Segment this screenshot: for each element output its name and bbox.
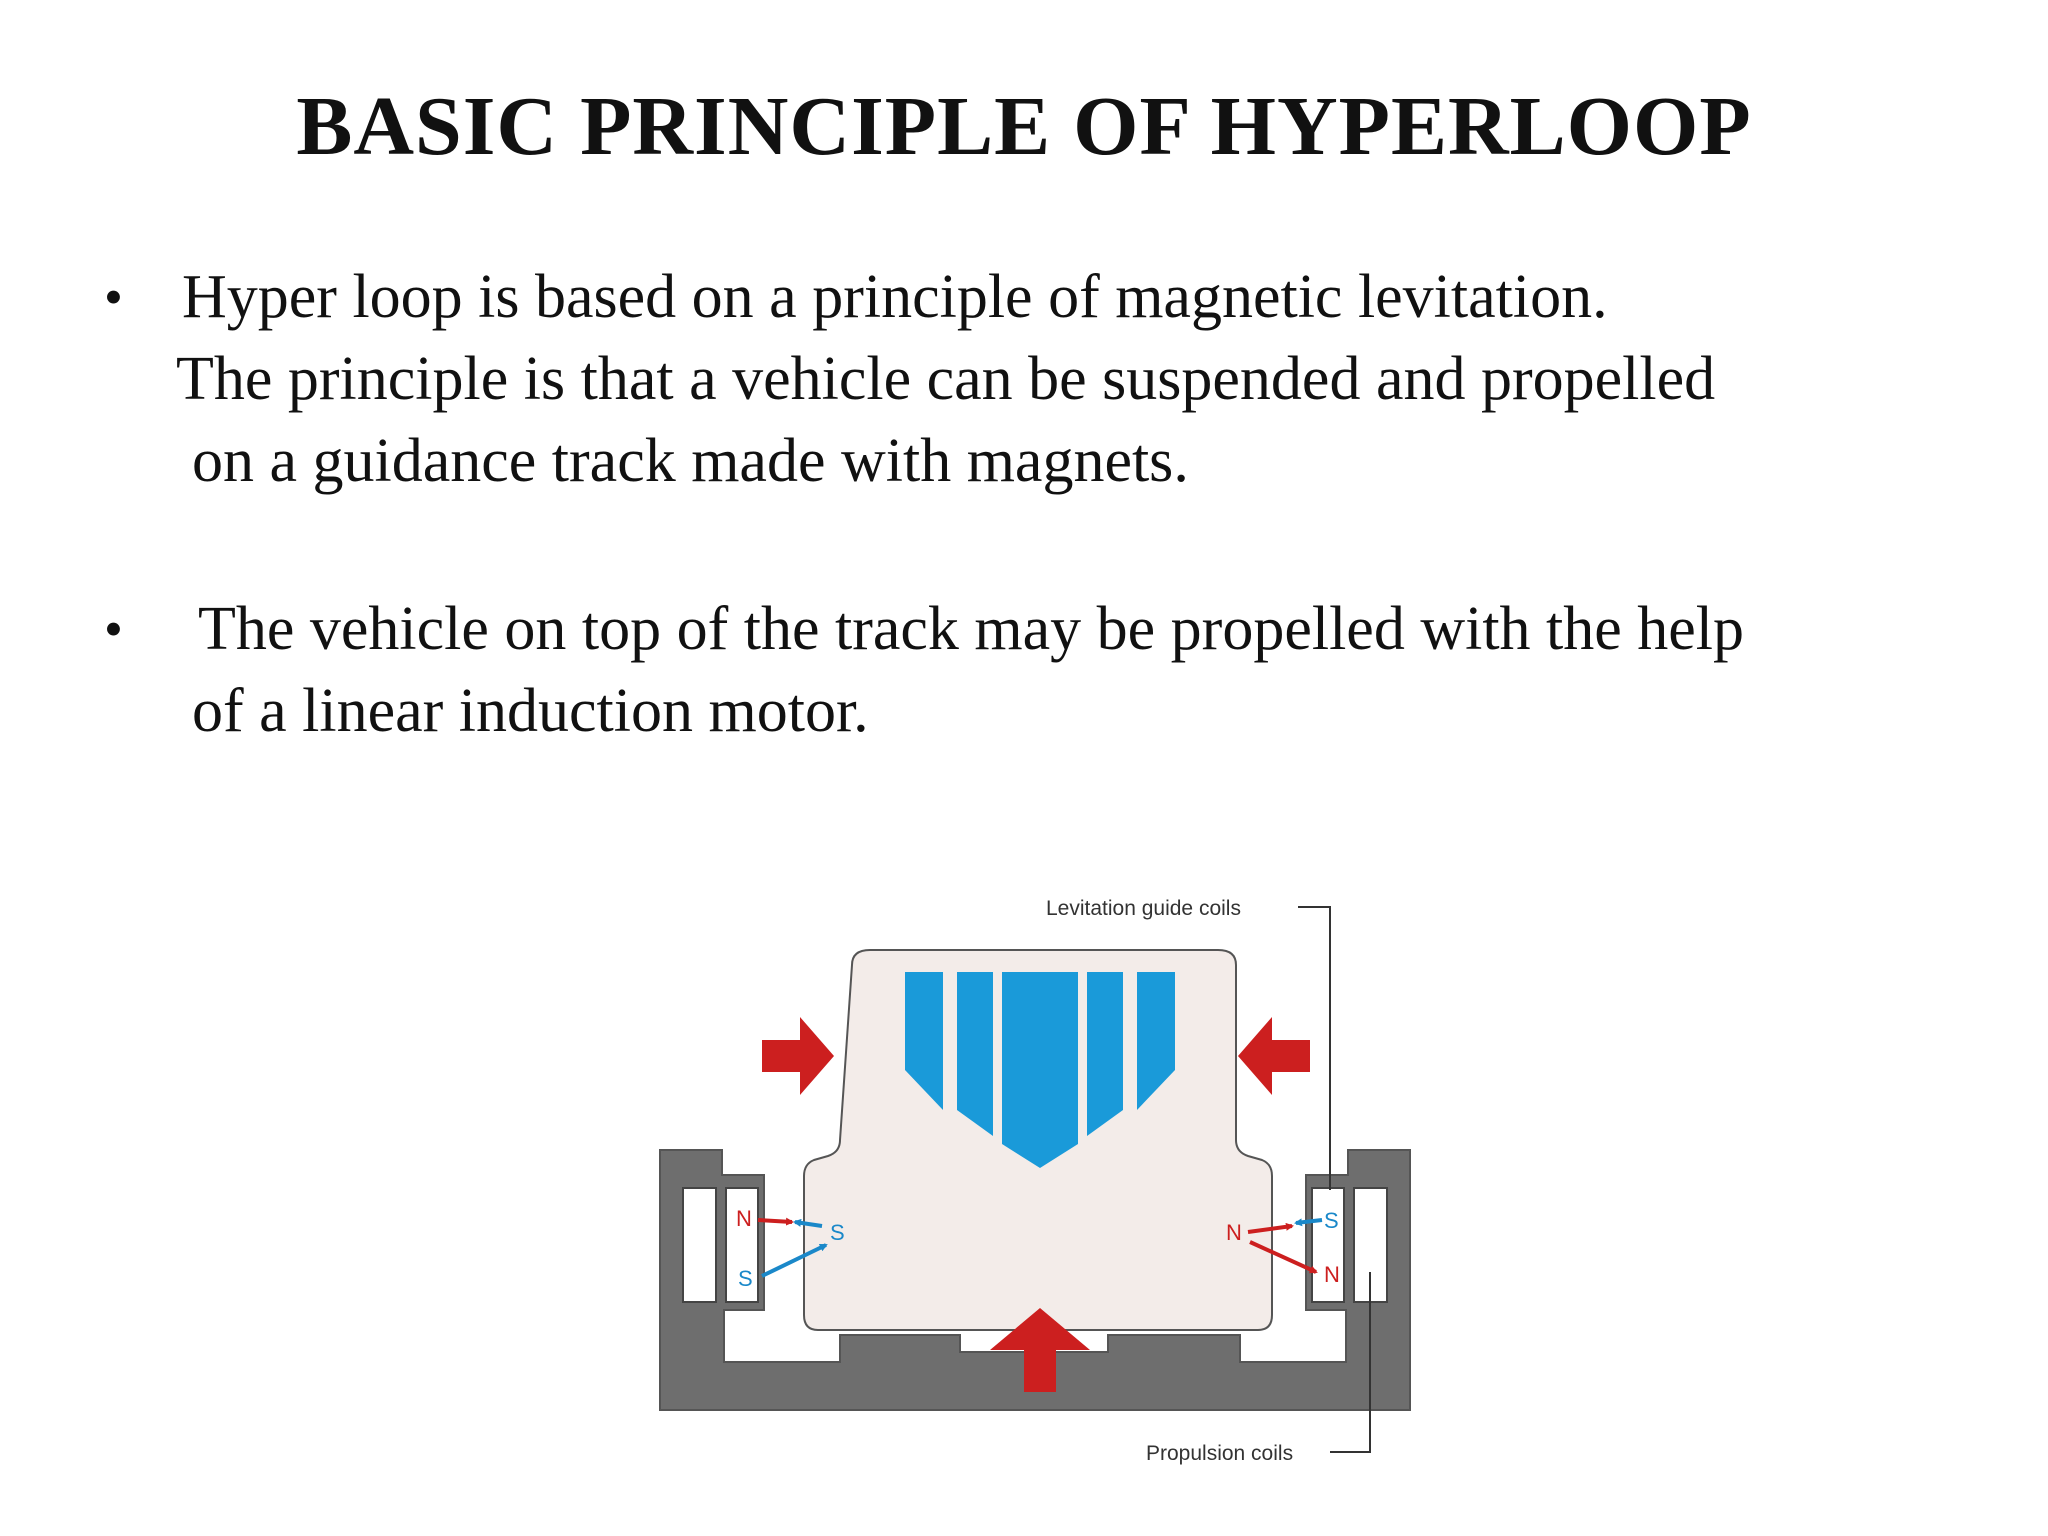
force-arrow-left <box>762 1017 834 1095</box>
propulsion-coils-label: Propulsion coils <box>1146 1442 1294 1465</box>
bullet-2-line-2: of a linear induction motor. <box>192 677 869 745</box>
left-s-pole-bottom: S <box>738 1266 753 1291</box>
right-n-pole-bottom: N <box>1324 1262 1340 1287</box>
bullet-2-line-1: The vehicle on top of the track may be propelled with the help <box>198 595 1745 663</box>
bullet-1-line-3: on a guidance track made with magnets. <box>192 427 1189 495</box>
force-arrow-right <box>1238 1017 1310 1095</box>
levitation-guide-coils-label: Levitation guide coils <box>1046 897 1241 920</box>
left-outer-coil <box>683 1188 716 1302</box>
slide-title: BASIC PRINCIPLE OF HYPERLOOP <box>296 80 1752 173</box>
left-red-pole-arrow <box>758 1220 792 1222</box>
bullet-1-line-2: The principle is that a vehicle can be suspended and propelled <box>176 345 1716 413</box>
right-n-pole: N <box>1226 1220 1242 1245</box>
left-n-pole: N <box>736 1206 752 1231</box>
left-s-pole-top: S <box>830 1220 845 1245</box>
right-s-pole: S <box>1324 1208 1339 1233</box>
bullet-1-line-1: Hyper loop is based on a principle of magnetic levitation. <box>182 263 1608 331</box>
bullet-dot-1: • <box>104 267 123 327</box>
bullet-dot-2: • <box>104 599 123 659</box>
